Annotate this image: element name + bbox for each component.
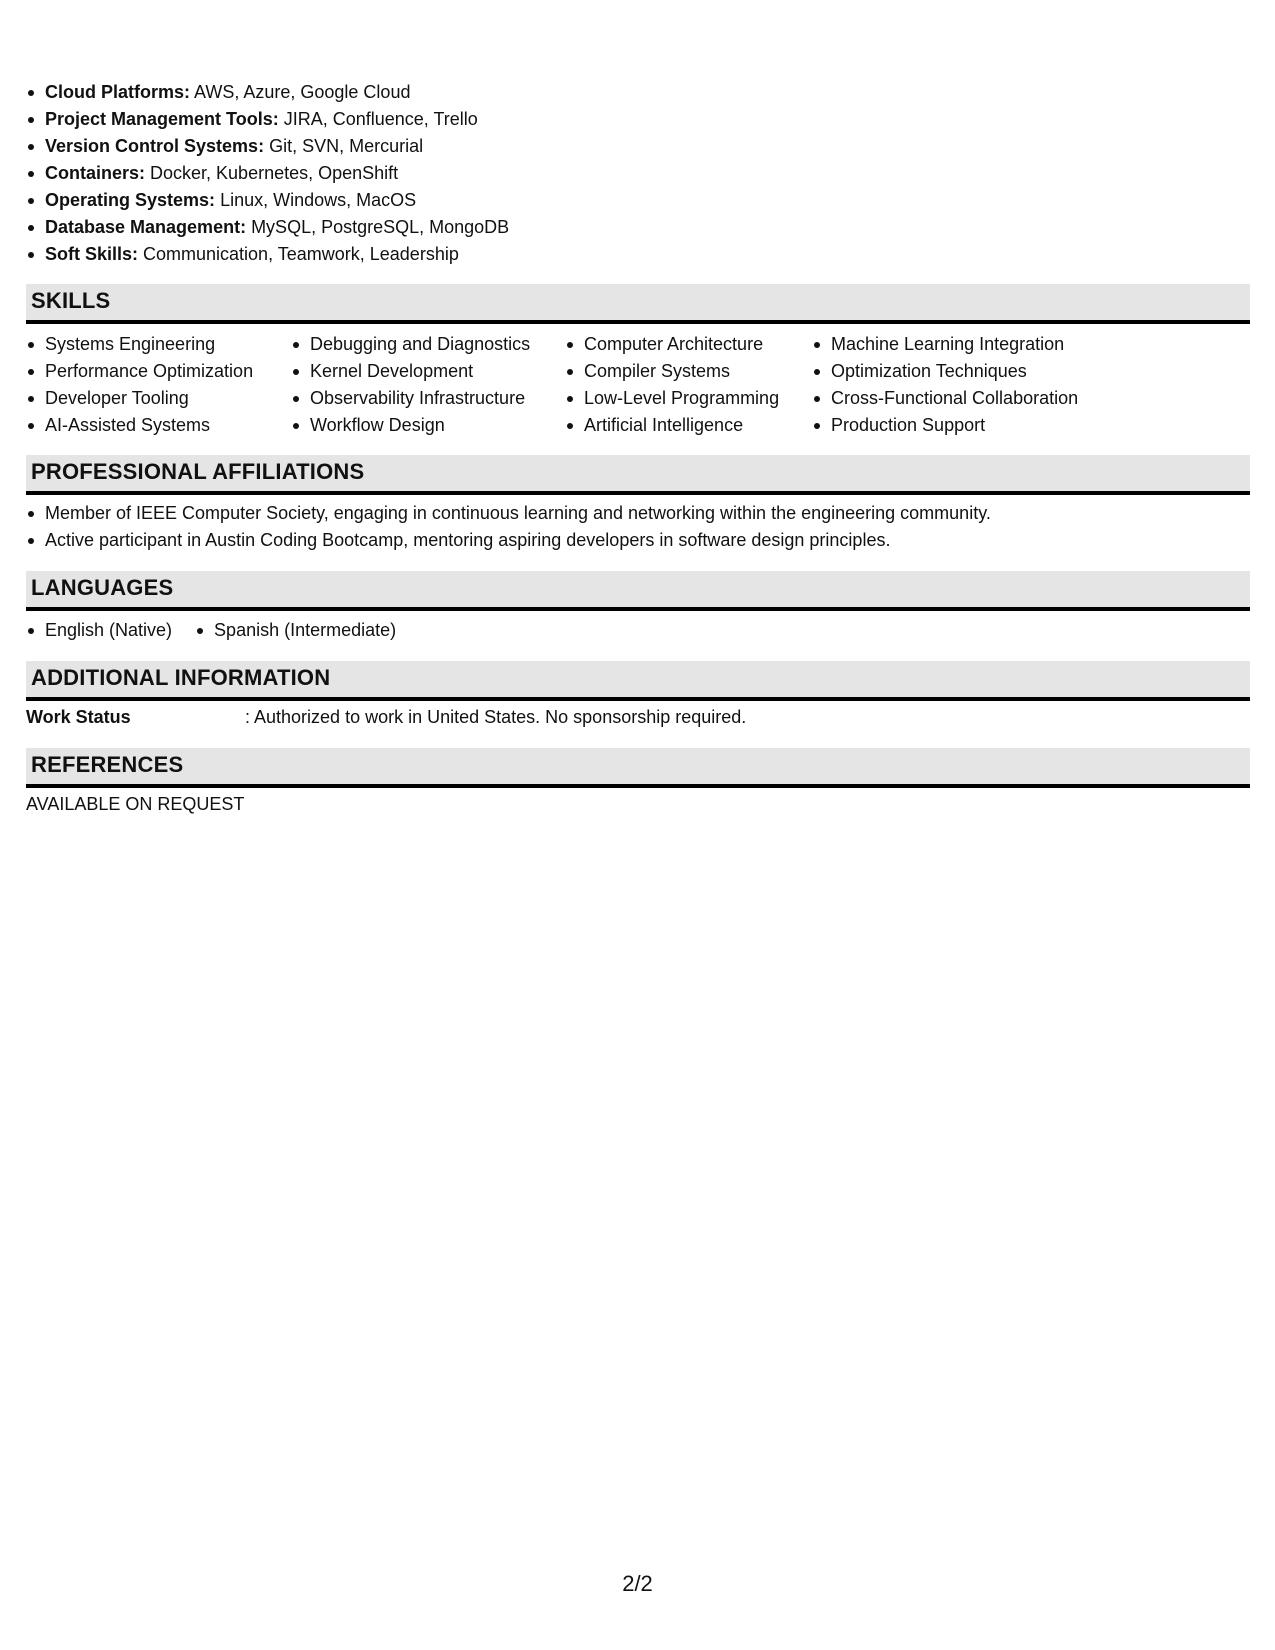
list-item: Optimization Techniques: [812, 358, 1112, 385]
list-item: Workflow Design: [291, 412, 565, 439]
list-item: Cloud Platforms: AWS, Azure, Google Cloud: [26, 79, 509, 106]
section-title: PROFESSIONAL AFFILIATIONS: [31, 459, 365, 484]
list-item: Database Management: MySQL, PostgreSQL, MongoDB: [26, 214, 509, 241]
list-item: Version Control Systems: Git, SVN, Mercurial: [26, 133, 509, 160]
list-item: Observability Infrastructure: [291, 385, 565, 412]
section-title: SKILLS: [31, 288, 111, 313]
list-item: Member of IEEE Computer Society, engaging in continuous learning and networking within the engineering community.: [26, 500, 991, 527]
list-item: Low-Level Programming: [565, 385, 812, 412]
list-item: Project Management Tools: JIRA, Confluence, Trello: [26, 106, 509, 133]
languages-heading: [26, 571, 1250, 611]
list-item: Production Support: [812, 412, 1112, 439]
additional-info-heading: [26, 661, 1250, 701]
affiliations-list: [26, 500, 991, 554]
affiliations-heading: [26, 455, 1250, 495]
page-number: 2/2: [622, 1571, 653, 1596]
list-item: Computer Architecture: [565, 331, 812, 358]
work-status-value: : Authorized to work in United States. No sponsorship required.: [245, 707, 747, 727]
list-item: Active participant in Austin Coding Bootcamp, mentoring aspiring developers in software design principles.: [26, 527, 991, 554]
list-item: Performance Optimization: [26, 358, 291, 385]
list-item: English (Native): [26, 617, 172, 644]
list-item: Systems Engineering: [26, 331, 291, 358]
list-item: Containers: Docker, Kubernetes, OpenShift: [26, 160, 509, 187]
list-item: Soft Skills: Communication, Teamwork, Leadership: [26, 241, 509, 268]
section-title: LANGUAGES: [31, 575, 174, 600]
list-item: Operating Systems: Linux, Windows, MacOS: [26, 187, 509, 214]
list-item: Machine Learning Integration: [812, 331, 1112, 358]
work-status-label: Work Status: [26, 707, 131, 727]
work-status-row: [26, 704, 746, 731]
skills-column: [291, 331, 565, 439]
skills-column: [565, 331, 812, 439]
list-item: Compiler Systems: [565, 358, 812, 385]
references-text: AVAILABLE ON REQUEST: [26, 794, 245, 814]
technical-summary-list: [26, 79, 509, 268]
list-item: Artificial Intelligence: [565, 412, 812, 439]
skills-column: [26, 331, 291, 439]
list-item: Cross-Functional Collaboration: [812, 385, 1112, 412]
section-title: REFERENCES: [31, 752, 184, 777]
list-item: AI-Assisted Systems: [26, 412, 291, 439]
list-item: Developer Tooling: [26, 385, 291, 412]
skills-heading: [26, 284, 1250, 324]
list-item: Kernel Development: [291, 358, 565, 385]
skills-grid: [26, 331, 1112, 439]
section-title: ADDITIONAL INFORMATION: [31, 665, 331, 690]
skills-column: [812, 331, 1112, 439]
languages-list: [26, 617, 419, 644]
list-item: Debugging and Diagnostics: [291, 331, 565, 358]
list-item: Spanish (Intermediate): [195, 617, 396, 644]
references-heading: [26, 748, 1250, 788]
